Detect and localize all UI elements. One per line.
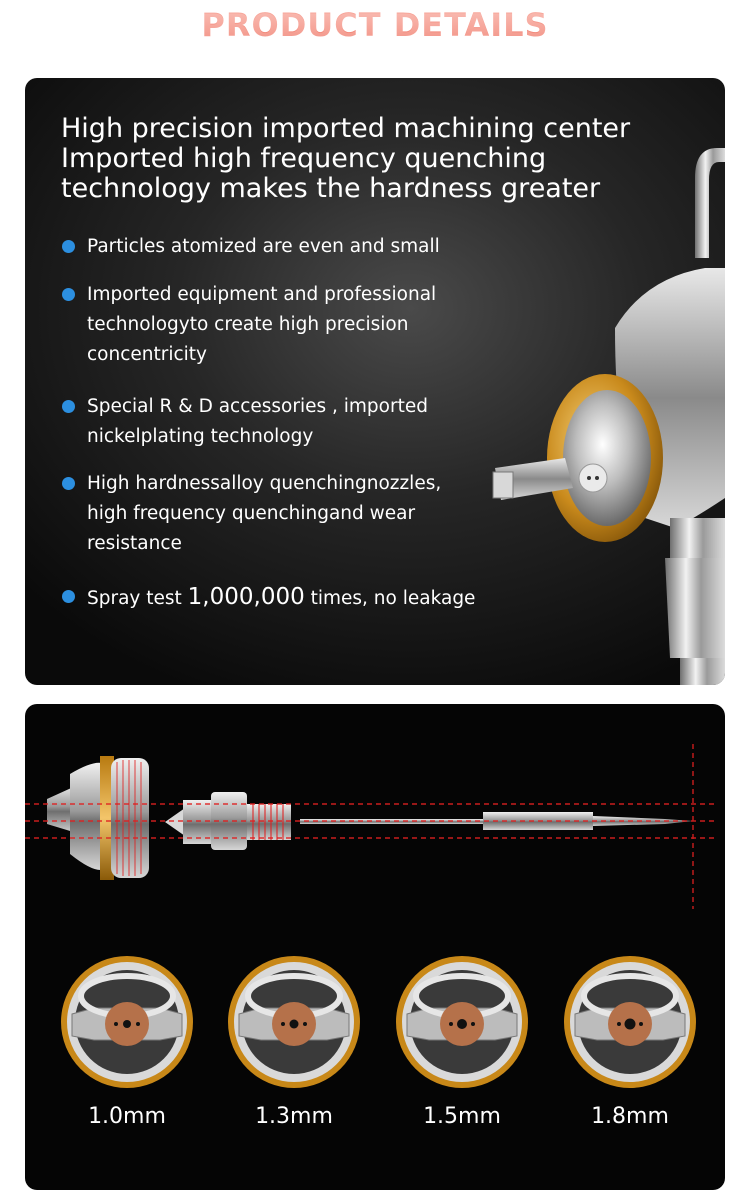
bullet-icon [62,400,75,413]
nozzle-size-label: 1.5mm [423,1104,501,1129]
spray-test-number: 1,000,000 [187,584,305,610]
heading-line: Imported high frequency quenching [61,143,547,174]
heading-line: High precision imported machining center [61,113,631,144]
nozzle-cap-image [52,944,202,1094]
feature-line: concentricity [87,344,208,365]
nozzle-assembly-image [25,704,725,924]
spray-test-line [87,582,487,614]
nozzle-size-label: 1.0mm [88,1104,166,1129]
feature-line: Imported equipment and professional [87,284,437,305]
bullet-icon [62,477,75,490]
list-item [555,944,705,1174]
page-title: PRODUCT DETAILS [0,6,750,44]
nozzle-size-list [25,944,725,1184]
feature-line: technologyto create high precision [87,314,409,335]
nozzle-cap-image [555,944,705,1094]
bullet-icon [62,240,75,253]
bullet-icon [62,288,75,301]
feature-line: high frequency quenchingand wear [87,503,416,524]
nozzle-size-label: 1.8mm [591,1104,669,1129]
feature-line: Special R & D accessories , imported [87,396,428,417]
bullet-icon [62,590,75,603]
nozzle-size-label: 1.3mm [255,1104,333,1129]
feature-line: resistance [87,533,182,554]
feature-line: Particles atomized are even and small [87,236,440,257]
feature-line: nickelplating technology [87,426,314,447]
nozzle-cap-image [219,944,369,1094]
heading-line: technology makes the hardness greater [61,173,601,204]
spray-test-prefix: Spray test [87,588,188,609]
nozzle-cap-image [387,944,537,1094]
list-item [219,944,369,1174]
feature-line: High hardnessalloy quenchingnozzles, [87,473,442,494]
spray-test-suffix: times, no leakage [304,588,476,609]
features-panel [25,78,725,685]
spray-gun-image [465,138,725,685]
list-item [387,944,537,1174]
nozzle-panel [25,704,725,1190]
list-item [52,944,202,1174]
